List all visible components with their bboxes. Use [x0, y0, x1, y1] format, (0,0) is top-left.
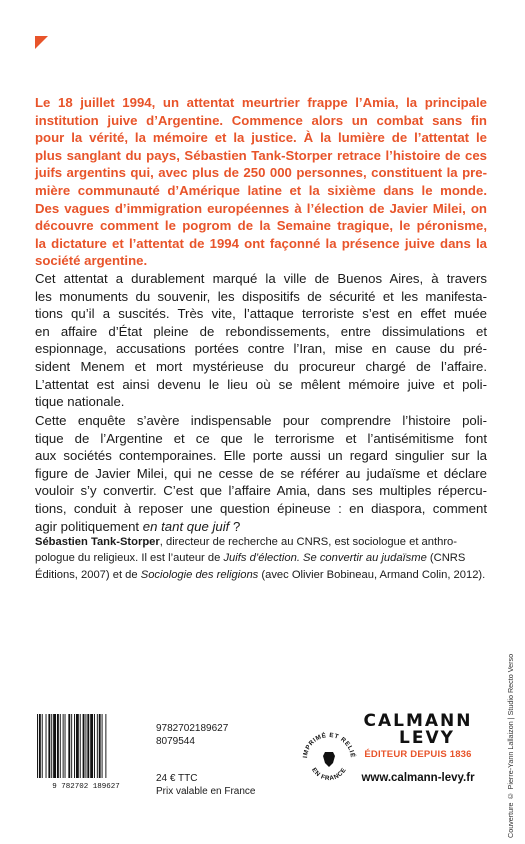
- text-line: la dictature et l’attentat de 1994 ont façonné la présence juive dans la: [35, 235, 487, 251]
- author-name: Sébastien Tank-Storper: [35, 536, 160, 548]
- text-line: Cet attentat a durablement marqué la ville de Buenos Aires, à travers: [35, 271, 487, 286]
- text-line: tique nationale.: [35, 394, 125, 410]
- text-line: tions qu’il a suscités. Très vite, l’attaque terroriste s’est en effet muée: [35, 306, 487, 322]
- author-bio: [35, 534, 487, 583]
- text-line: tions, conduit à reposer une question épineuse : en diaspora, comment: [35, 500, 487, 516]
- bio-book1: Juifs d’élection. Se convertir au judaïsme: [223, 552, 427, 565]
- text-line: tique de l’Argentine et ce que le terrorisme et l’antisémitisme font: [35, 430, 487, 446]
- text-line: société argentine.: [35, 253, 148, 269]
- text-line: vouloir s’y convertir. C’est que l’affaire Amia, dans ses multiples répercu-: [35, 483, 487, 499]
- internal-code: 8079544: [156, 736, 195, 747]
- publisher-url: www.calmann-levy.fr: [361, 772, 475, 784]
- publisher-since: ÉDITEUR DEPUIS 1836: [364, 749, 472, 760]
- bio-line3-start: Éditions, 2007) et de: [35, 568, 141, 581]
- p3-end-punct: ?: [229, 518, 241, 534]
- text-line: découvre comment le pogrom de la Semaine tragique, le péronisme,: [35, 218, 487, 234]
- barcode: [35, 712, 137, 790]
- corner-triangle-mark: [35, 36, 48, 49]
- p3-last-text: agir politiquement: [35, 518, 140, 534]
- text-line: L’attentat est ainsi devenu le lieu où se mêlent mémoire juive et poli-: [35, 376, 487, 392]
- text-line: aux sociétés contemporaines. Elle porte aussi un regard singulier sur la: [35, 448, 487, 464]
- stamp-text-bottom: EN FRANCE: [310, 766, 348, 783]
- text-line: institution juive d’Argentine. Commence alors un combat sans fin: [35, 112, 487, 128]
- stamp-text-top: IMPRIMÉ ET RELIÉ: [302, 731, 357, 759]
- text-line: Des vagues d’immigration européennes à l’élection de Javier Milei, on: [35, 200, 487, 216]
- price-note: Prix valable en France: [156, 786, 256, 797]
- text-line: espionnage, accusations portées contre l’Iran, mise en cause du pré-: [35, 341, 487, 357]
- p3-italic-phrase: en tant que juif: [142, 518, 230, 534]
- body-paragraph-2: [35, 270, 487, 411]
- text-line: juifs argentins qui, avec plus de 250 000 personnes, constituent la pre-: [35, 165, 487, 181]
- bio-line1: , directeur de recherche au CNRS, est sociologue et anthro-: [159, 536, 457, 548]
- text-line: en affaire d’État pleine de rebondissements, entre dissimulations et: [35, 323, 487, 339]
- bio-line2-start: pologue du religieux. Il est l’auteur de: [35, 552, 224, 565]
- text-line: Cette enquête s’avère indispensable pour comprendre l’histoire poli-: [35, 413, 487, 428]
- text-line: les monuments du souvenir, les dispositifs de sécurité et les manifesta-: [35, 288, 487, 304]
- text-line: [35, 518, 487, 536]
- publisher-name-line1: CALMANN: [363, 711, 473, 731]
- text-line: Le 18 juillet 1994, un attentat meurtrier frappe l’Amia, la principale: [35, 95, 487, 110]
- barcode-digits: 9 782702 189627: [52, 783, 120, 790]
- intro-paragraph: [35, 94, 487, 270]
- body-paragraph-3: [35, 412, 487, 535]
- svg-text:EN FRANCE: [310, 767, 348, 783]
- price-block: [156, 772, 256, 798]
- bio-line2-end: (CNRS: [426, 552, 466, 565]
- text-line: figure de Javier Milei, qui ne cesse de se référer au judaïsme et déclare: [35, 465, 487, 481]
- text-line: pour la vérité, la mémoire et la justice. À la lumière de l’attentat le: [35, 130, 487, 146]
- isbn-number: 9782702189627: [156, 723, 229, 734]
- cover-credit: Couverture © Pierre-Yann Lallaizon | Studio Recto Verso: [506, 653, 515, 838]
- publisher-logo: [348, 712, 488, 784]
- isbn-block: [156, 722, 228, 748]
- text-line: sident Menem et mort mystérieuse du procureur chargé de l’affaire.: [35, 358, 487, 374]
- bio-line3-end: (avec Olivier Bobineau, Armand Colin, 2012).: [258, 568, 486, 581]
- text-line: mière communauté d’Amérique latine et la sixième dans le monde.: [35, 182, 487, 198]
- price-value: 24 € TTC: [156, 773, 198, 784]
- publisher-name-line2: LEVY: [399, 728, 455, 748]
- text-line: plus sanglant du pays, Sébastien Tank-Storper retrace l’histoire de ces: [35, 147, 487, 163]
- bio-book2: Sociologie des religions: [140, 568, 259, 581]
